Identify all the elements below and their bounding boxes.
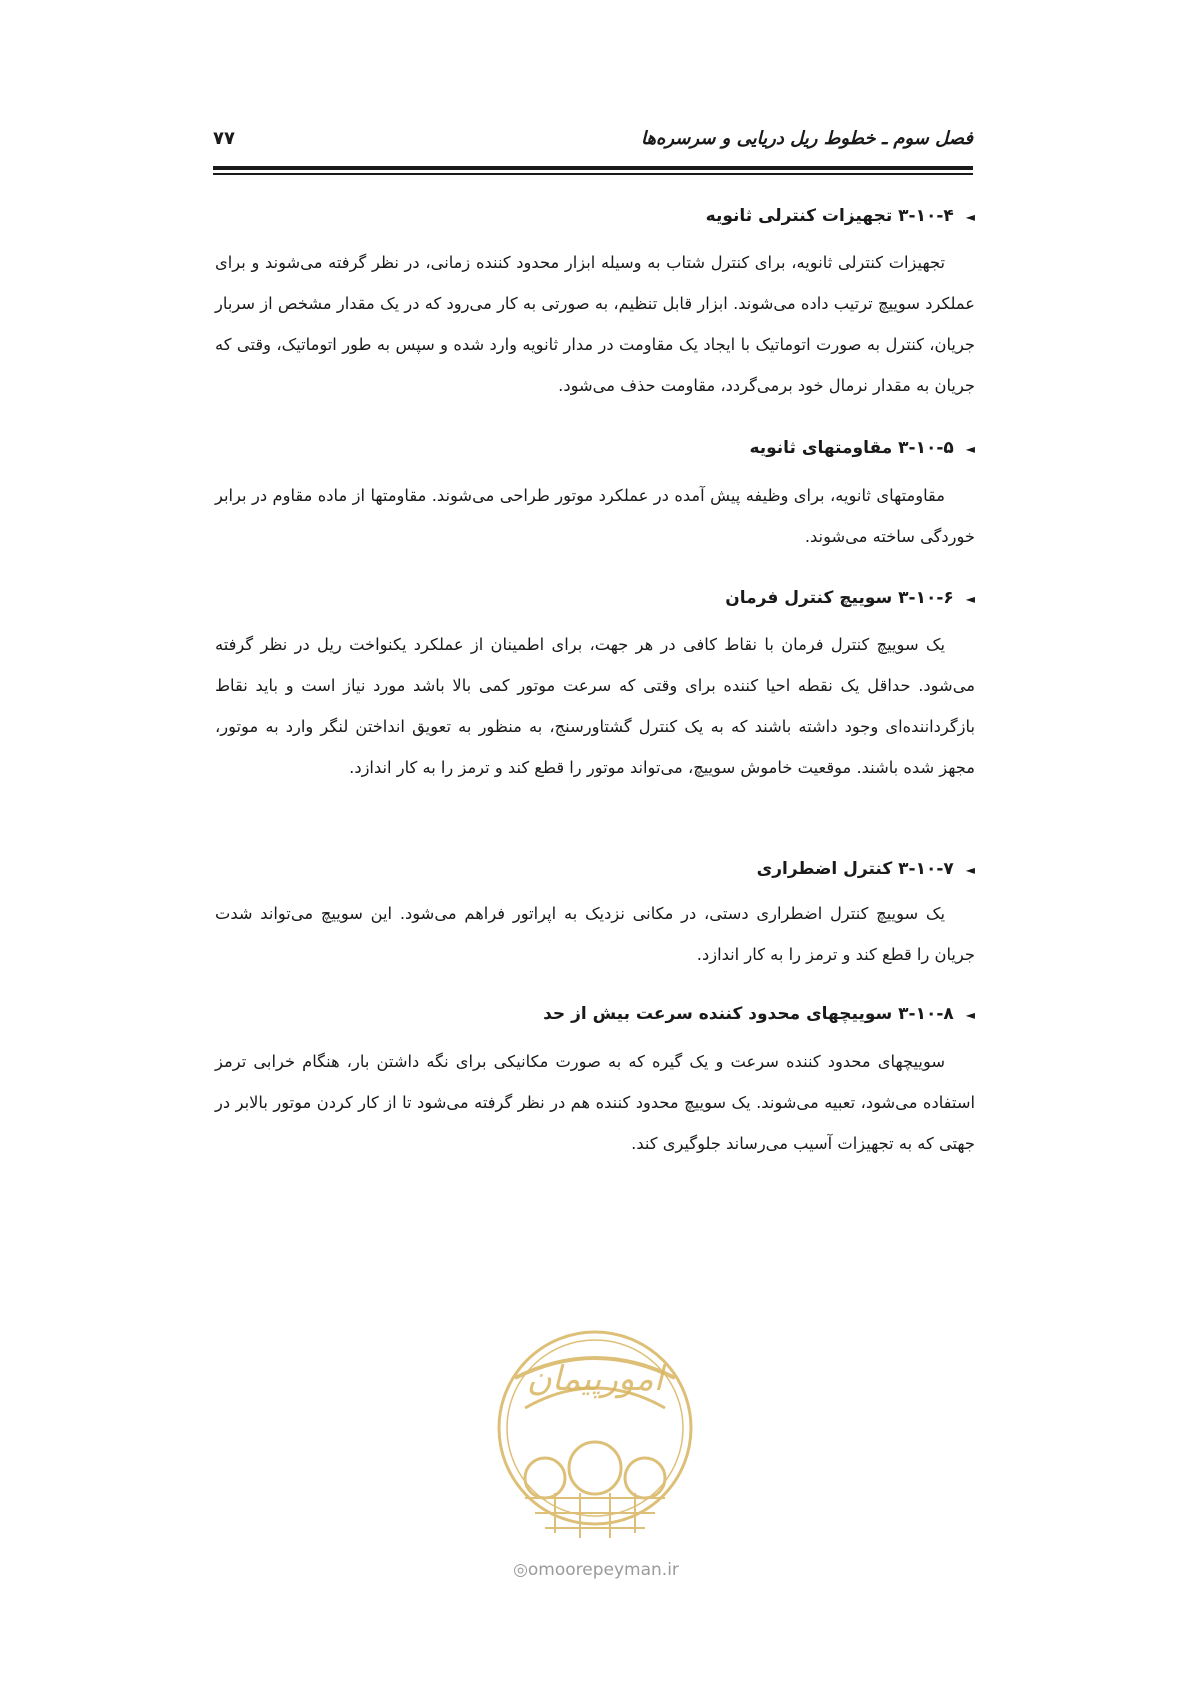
section-paragraph: یک سوییچ کنترل فرمان با نقاط کافی در هر جهت، برای اطمینان از عملکرد یکنواخت ریل در نظر گرفته می‌شود. حداقل یک نقطه احیا کننده برای وقتی که سرعت موتور کمی بالا باشد مورد نیاز است و باید نقاط بازگرداننده‌ای وجود داشته باشند که به یک کنترل گشتاورسنج، به منظور به تعویق انداختن لنگر وارد به موتور، مجهز شده باشند. موقعیت خاموش سوییچ، می‌تواند موتور را قطع کند و ترمز را به کار اندازد.	[215, 635, 975, 777]
section-heading	[215, 855, 975, 884]
section-paragraph: سوییچهای محدود کننده سرعت و یک گیره که به صورت مکانیکی برای نگه داشتن بار، هنگام خرابی ترمز استفاده می‌شود، تعبیه می‌شوند. یک سوییچ محدود کننده هم در نظر گرفته می‌شود تا از کار کردن موتور بالابر در جهتی که به تجهیزات آسیب می‌رساند جلوگیری کند.	[215, 1052, 975, 1153]
section-heading-text: ۳-۱۰-۴ تجهیزات کنترلی ثانویه	[705, 206, 954, 226]
running-header	[213, 128, 973, 164]
header-rule-thick	[213, 166, 973, 170]
svg-text:امورپیمان: امورپیمان	[526, 1359, 664, 1399]
triangle-bullet-icon: ◄	[965, 210, 975, 224]
triangle-bullet-icon: ◄	[965, 442, 975, 456]
section-heading	[215, 434, 975, 463]
chapter-title: فصل سوم ـ خطوط ریل دریایی و سرسره‌ها	[640, 128, 973, 149]
section-paragraph: تجهیزات کنترلی ثانویه، برای کنترل شتاب به وسیله ابزار محدود کننده زمانی، در نظر گرفته می‌شوند و برای عملکرد سوییچ ترتیب داده می‌شوند. ابزار قابل تنظیم، به صورتی به کار می‌رود که در یک مقدار مشخص از سربار جریان، کنترل به صورت اتوماتیک با ایجاد یک مقاومت در مدار ثانویه وارد شده و سپس به طور اتوماتیک، وقتی که جریان به مقدار نرمال خود برمی‌گردد، مقاومت حذف می‌شود.	[215, 253, 975, 395]
section-heading-text: ۳-۱۰-۵ مقاومتهای ثانویه	[749, 438, 954, 458]
watermark-site	[486, 1560, 706, 1580]
section-heading	[215, 1000, 975, 1029]
section-heading-text: ۳-۱۰-۷ کنترل اضطراری	[756, 859, 954, 879]
section-heading-text: ۳-۱۰-۶ سوییچ کنترل فرمان	[725, 588, 954, 608]
watermark-site-text: omoorepeyman.ir	[527, 1560, 679, 1580]
watermark-logo	[485, 1318, 705, 1558]
section-paragraph: یک سوییچ کنترل اضطراری دستی، در مکانی نزدیک به اپراتور فراهم می‌شود. این سوییچ می‌تواند شدت جریان را قطع کند و ترمز را به کار اندازد.	[215, 904, 975, 964]
watermark-icon: ◎	[513, 1560, 528, 1580]
section-heading	[215, 202, 975, 231]
page-number: ۷۷	[213, 128, 235, 149]
section-heading	[215, 584, 975, 613]
triangle-bullet-icon: ◄	[965, 863, 975, 877]
section-paragraph: مقاومتهای ثانویه، برای وظیفه پیش آمده در عملکرد موتور طراحی می‌شوند. مقاومتها از ماده مقاوم در برابر خوردگی ساخته می‌شوند.	[215, 486, 975, 546]
section-heading-text: ۳-۱۰-۸ سوییچهای محدود کننده سرعت بیش از حد	[543, 1004, 954, 1024]
triangle-bullet-icon: ◄	[965, 1008, 975, 1022]
triangle-bullet-icon: ◄	[965, 592, 975, 606]
header-rule-thin	[213, 173, 973, 175]
